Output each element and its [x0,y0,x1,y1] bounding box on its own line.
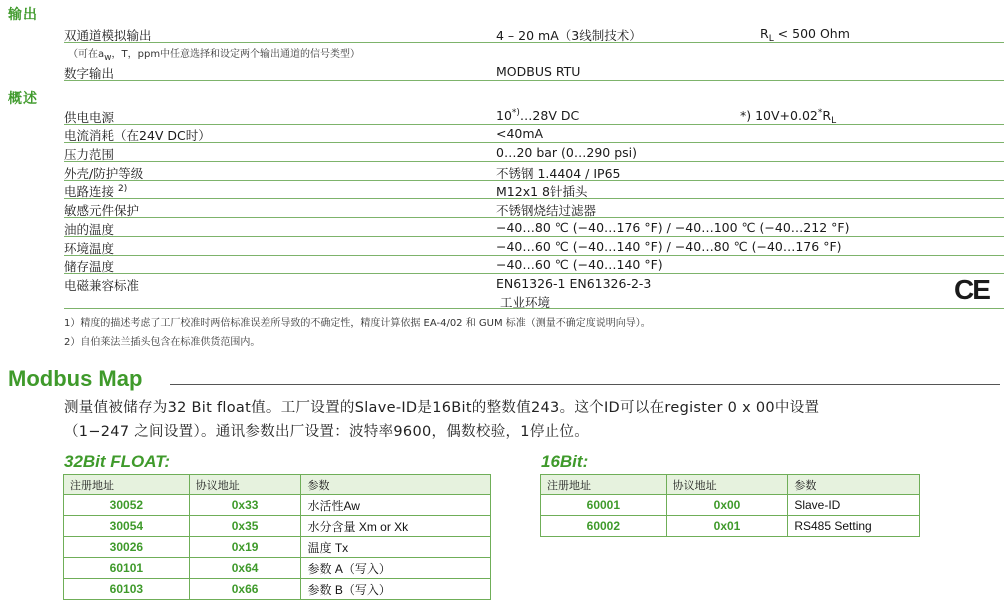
protocol-address: 0x01 [666,516,788,537]
float-table-title: 32Bit FLOAT: [64,452,171,471]
spec-value: 不锈钢 1.4404 / IP65 [496,166,621,181]
register-address: 60101 [64,558,190,579]
modbus-map-title: Modbus Map [8,366,143,391]
protocol-address: 0x66 [189,579,301,600]
protocol-address: 0x35 [189,516,301,537]
spec-label: 电路连接 $^{2)}$ [64,184,128,199]
column-header: 参数 [788,475,920,495]
spec-value: −40…80 ℃ (−40…176 °F) / −40…100 ℃ (−40…212 °F) [496,220,850,235]
spec-row-power [64,106,1004,125]
column-header: 注册地址 [64,475,190,495]
section-label-overview: 概述 [8,91,38,107]
register-address: 60103 [64,579,190,600]
spec-label: 敏感元件保护 [64,203,140,218]
spec-row-storage-temp [64,255,1004,274]
spec-value: 0…20 bar (0…290 psi) [496,145,637,160]
table-row [64,516,491,537]
spec-value: −40…60 ℃ (−40…140 °F) / −40…80 ℃ (−40…176 °F) [496,239,842,254]
spec-label: 供电电源 [64,110,115,125]
table-header-row [541,475,920,495]
spec-value: 4 – 20 mA（3线制技术） [496,28,642,43]
spec-row-current [64,124,1004,143]
parameter: Slave-ID [788,495,920,516]
table-row [64,495,491,516]
register-address: 30052 [64,495,190,516]
spec-label: 电流消耗（在24V DC时） [64,128,211,143]
protocol-address: 0x19 [189,537,301,558]
column-header: 协议地址 [666,475,788,495]
table-row [64,558,491,579]
register-address: 60001 [541,495,667,516]
parameter: 参数 B（写入） [301,579,491,600]
spec-row-connector [64,180,1004,199]
table-row [64,537,491,558]
int-register-table [540,474,920,537]
spec-row-digital-output [64,62,1004,81]
output-note: （可在aw，T，ppm中任意选择和设定两个输出通道的信号类型） [68,49,361,63]
spec-row-sensor-protection [64,199,1004,218]
spec-label: 油的温度 [64,222,115,237]
spec-extra-power-note: *) $10V+0.02^*R_L$ [740,108,837,126]
spec-value: 10*)…28V DC [496,108,580,123]
table-row [541,516,920,537]
register-address: 30026 [64,537,190,558]
column-header: 协议地址 [189,475,301,495]
section-label-output: 输出 [8,7,38,23]
parameter: 水分含量 Xm or Xk [301,516,491,537]
spec-row-pressure [64,143,1004,162]
footnote-1: 1）精度的描述考虑了工厂校准时两倍标准误差所导致的不确定性，精度计算依据 EA-4/02 和 GUM 标准（测量不确定度说明向导）。 [64,318,651,329]
protocol-address: 0x00 [666,495,788,516]
spec-label: 储存温度 [64,259,115,274]
parameter: 温度 Tx [301,537,491,558]
spec-value: <40mA [496,126,544,141]
spec-row-housing [64,162,1004,181]
register-address: 60002 [541,516,667,537]
title-divider [170,384,1000,385]
spec-row-oil-temp [64,218,1004,237]
parameter: 参数 A（写入） [301,558,491,579]
footnote-2: 2）自伯莱法兰插头包含在标准供货范围内。 [64,337,261,348]
ce-mark-logo: CE [954,274,989,305]
spec-label: 外壳/防护等级 [64,166,144,181]
register-address: 30054 [64,516,190,537]
table-header-row [64,475,491,495]
spec-value: MODBUS RTU [496,64,581,79]
spec-label: 双通道模拟输出 [64,28,152,43]
parameter: RS485 Setting [788,516,920,537]
float-register-table [63,474,491,600]
spec-label: 数字输出 [64,66,115,81]
protocol-address: 0x64 [189,558,301,579]
table-row [541,495,920,516]
spec-value: M12x1 8针插头 [496,184,588,199]
column-header: 注册地址 [541,475,667,495]
spec-value: 不锈钢烧结过滤器 [496,203,597,218]
spec-row-ambient-temp [64,237,1004,256]
int-table-title: 16Bit: [541,452,589,471]
modbus-description-line2: （1−247 之间设置）。通讯参数出厂设置：波特率9600，偶数校验，1停止位。 [64,424,590,440]
spec-value-environment: 工业环境 [500,295,551,310]
spec-row-analog-output [64,24,1004,43]
spec-extra-load: $R_L < 500$ Ohm [760,26,850,44]
table-row [64,579,491,600]
spec-label: 电磁兼容标准 [64,278,140,293]
column-header: 参数 [301,475,491,495]
spec-value: −40…60 ℃ (−40…140 °F) [496,257,663,272]
spec-label: 压力范围 [64,147,115,162]
parameter: 水活性Aw [301,495,491,516]
spec-row-emc [64,274,1004,309]
spec-label: 环境温度 [64,241,115,256]
protocol-address: 0x33 [189,495,301,516]
spec-value: EN61326-1 EN61326-2-3 [496,276,652,291]
modbus-description-line1: 测量值被储存为32 Bit float值。工厂设置的Slave-ID是16Bit的整数值243。这个ID可以在register 0 x 00中设置 [64,400,820,416]
